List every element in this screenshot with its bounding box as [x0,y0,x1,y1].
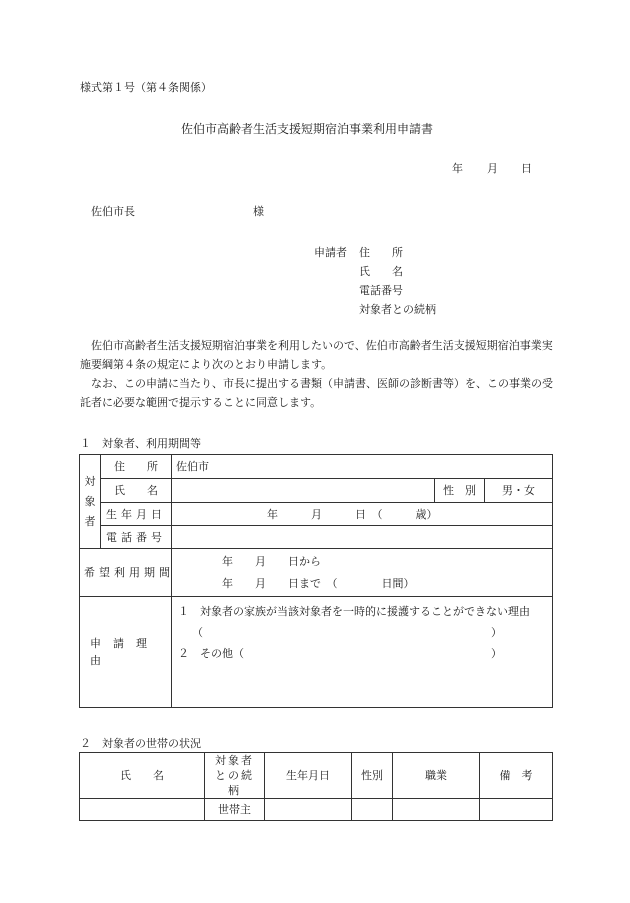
subject-phone-field[interactable] [172,526,553,549]
reason-label: 申請理由 [90,637,159,667]
applicant-name-label: 氏 名 [359,265,403,278]
subject-label: 対象者 [80,455,101,549]
subject-address-field[interactable]: 佐伯市 [172,455,553,479]
document-title: 佐伯市高齢者生活支援短期宿泊事業利用申請書 [181,122,434,136]
subject-name-label: 氏 名 [101,479,172,503]
row-remarks-field[interactable] [480,799,553,821]
subject-birth-field[interactable]: 年 月 日 （ 歳） [172,503,553,526]
subject-birth-label: 生年月日 [101,503,172,526]
reason-label-cell [80,597,172,708]
col-relation: 対象者との続柄 [205,753,265,799]
period-from: 年 月 日から [222,554,321,568]
subject-address-label: 住 所 [101,455,172,479]
period-to: 年 月 日まで （ 日間） [222,576,415,590]
addressee-name: 佐伯市長 [91,205,135,218]
row-name-field[interactable] [80,799,205,821]
row-occupation-field[interactable] [393,799,480,821]
applicant-relation-label: 対象者との続柄 [359,303,436,316]
addressee-honorific: 様 [253,205,264,218]
statement-paragraph-2: なお、この申請に当たり、市長に提出する書類（申請書、医師の診断書等）を、この事業の受託者に必要な範囲で提示することに同意します。 [80,377,553,409]
subject-table [79,454,553,708]
subject-phone-label: 電話番号 [101,526,172,549]
col-sex: 性別 [352,753,393,799]
subject-sex-label: 性 別 [435,479,485,503]
application-statement [80,336,560,412]
section1-heading: １ 対象者、利用期間等 [80,437,201,450]
date-month-label: 月 [487,162,498,175]
row-relation-field[interactable]: 世帯主 [205,799,265,821]
statement-paragraph-1: 佐伯市高齢者生活支援短期宿泊事業を利用したいので、佐伯市高齢者生活支援短期宿泊事業実施要綱第４条の規定により次のとおり申請します。 [80,339,553,371]
applicant-heading: 申請者 [314,246,347,259]
col-birthdate: 生年月日 [265,753,352,799]
col-name: 氏 名 [80,753,205,799]
subject-sex-field[interactable]: 男・女 [485,479,553,503]
period-field[interactable] [172,549,553,597]
date-year-label: 年 [452,162,463,175]
form-number: 様式第１号（第４条関係） [80,81,212,94]
reason-item-1-parens: （ ） [192,626,502,639]
reason-item-1: １ 対象者の家族が当該対象者を一時的に援護することができない理由 [178,605,530,618]
reason-field[interactable] [172,597,553,708]
row-birthdate-field[interactable] [265,799,352,821]
reason-item-2: ２ その他（ ） [178,647,502,660]
applicant-phone-label: 電話番号 [359,284,403,297]
subject-name-field[interactable] [172,479,435,503]
row-sex-field[interactable] [352,799,393,821]
col-remarks: 備 考 [480,753,553,799]
household-table [79,752,553,821]
period-label: 希望利用期間 [80,549,172,597]
section2-heading: ２ 対象者の世帯の状況 [80,737,201,750]
table-row [80,799,553,821]
household-header-row [80,753,553,799]
date-day-label: 日 [521,162,532,175]
col-occupation: 職業 [393,753,480,799]
applicant-address-label: 住 所 [359,246,403,259]
